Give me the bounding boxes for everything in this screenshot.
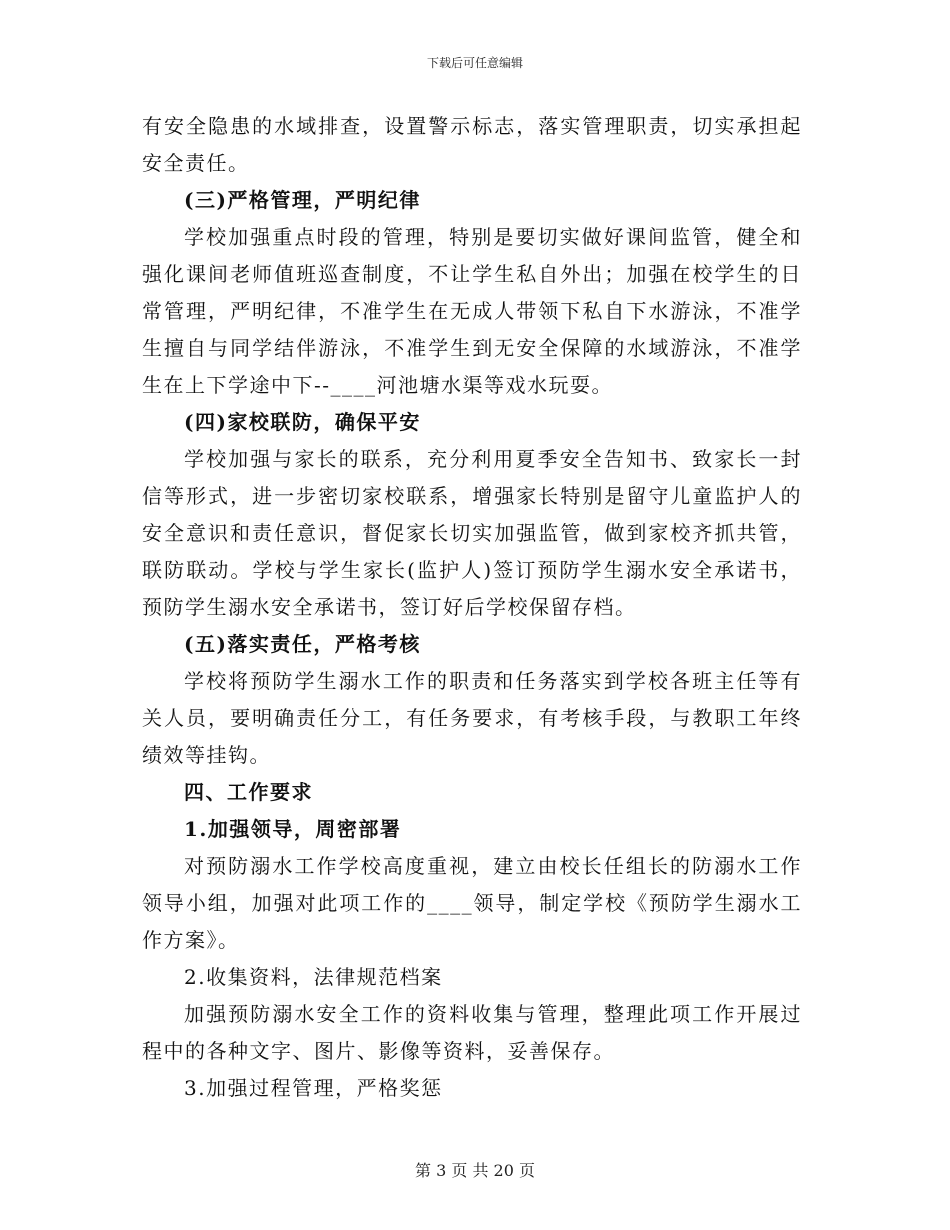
page-header: 下载后可任意编辑 xyxy=(426,56,523,70)
paragraph-responsibility: 学校将预防学生溺水工作的职责和任务落实到学校各班主任等有关人员，要明确责任分工，有任务要求，有考核手段，与教职工年终绩效等挂钩。 xyxy=(142,669,802,767)
paragraph-archives: 加强预防溺水安全工作的资料收集与管理，整理此项工作开展过程中的各种文字、图片、影像等资料，妥善保存。 xyxy=(142,1002,802,1063)
section-heading-work-requirements: 四、工作要求 xyxy=(184,780,313,804)
subheading-leadership: 1.加强领导，周密部署 xyxy=(184,817,402,841)
page-footer: 第 3 页 共 20 页 xyxy=(415,1161,535,1180)
document-body xyxy=(142,108,802,1107)
section-heading-responsibility: (五)落实责任，严格考核 xyxy=(184,632,421,656)
section-heading-home-school: (四)家校联防，确保平安 xyxy=(184,410,421,434)
paragraph-leadership: 对预防溺水工作学校高度重视，建立由校长任组长的防溺水工作领导小组，加强对此项工作的____领导，制定学校《预防学生溺水工作方案》。 xyxy=(142,854,802,952)
paragraph-strict-management: 学校加强重点时段的管理，特别是要切实做好课间监管，健全和强化课间老师值班巡查制度，不让学生私自外出；加强在校学生的日常管理，严明纪律，不准学生在无成人带领下私自下水游泳，不准学生擅自与同学结伴游泳，不准学生到无安全保障的水域游泳，不准学生在上下学途中下--____河池塘水渠等戏水玩耍。 xyxy=(142,225,802,397)
paragraph-safety-responsibility: 有安全隐患的水域排查，设置警示标志，落实管理职责，切实承担起安全责任。 xyxy=(142,114,802,175)
subheading-process-management: 3.加强过程管理，严格奖惩 xyxy=(184,1076,443,1100)
paragraph-home-school: 学校加强与家长的联系，充分利用夏季安全告知书、致家长一封信等形式，进一步密切家校联系，增强家长特别是留守儿童监护人的安全意识和责任意识，督促家长切实加强监管，做到家校齐抓共管，联防联动。学校与学生家长(监护人)签订预防学生溺水安全承诺书，预防学生溺水安全承诺书，签订好后学校保留存档。 xyxy=(142,447,802,619)
subheading-archives: 2.收集资料，法律规范档案 xyxy=(184,965,443,989)
section-heading-strict-management: (三)严格管理，严明纪律 xyxy=(184,188,421,212)
